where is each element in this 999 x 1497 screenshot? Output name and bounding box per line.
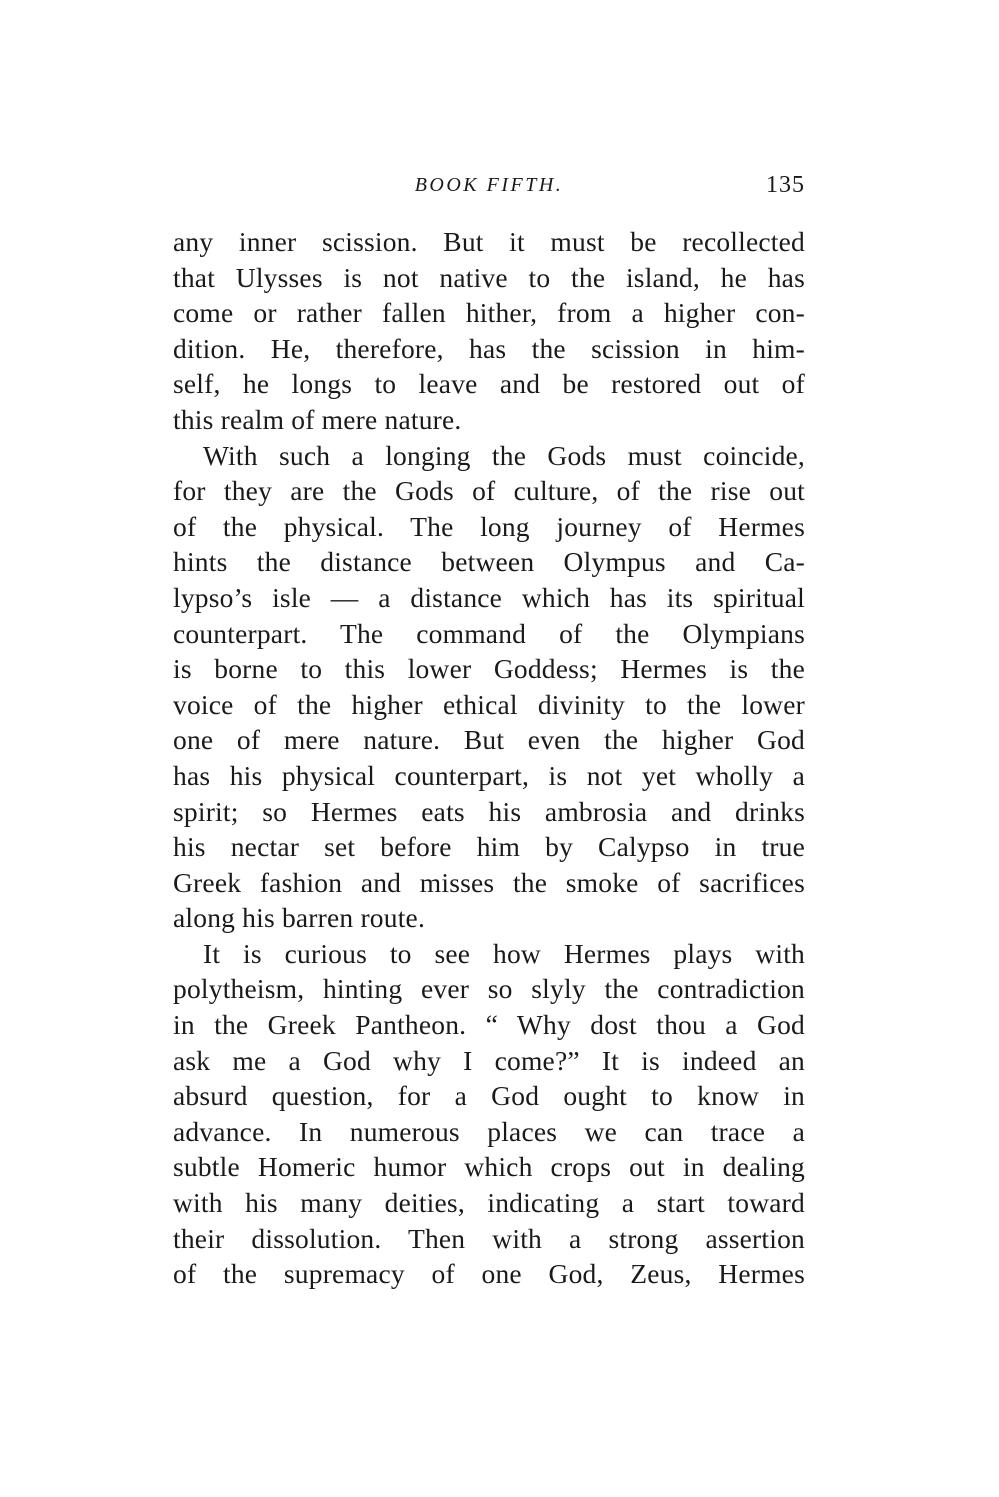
text-line: come or rather fallen hither, from a higher con-: [173, 297, 805, 329]
text-line: Greek fashion and misses the smoke of sacrifices: [173, 866, 805, 898]
page-number: 135: [766, 172, 805, 198]
text-line: one of mere nature. But even the higher God: [173, 724, 805, 756]
running-title: BOOK FIFTH.: [414, 174, 564, 196]
text-line: for they are the Gods of culture, of the rise out: [173, 475, 805, 507]
text-line: their dissolution. Then with a strong assertion: [173, 1222, 805, 1254]
text-line: It is curious to see how Hermes plays with: [203, 937, 805, 969]
text-line: absurd question, for a God ought to know in: [173, 1080, 805, 1112]
text-line: that Ulysses is not native to the island, he has: [173, 261, 805, 293]
text-line: ask me a God why I come?” It is indeed an: [173, 1044, 805, 1076]
paragraph: [173, 224, 805, 438]
text-line: in the Greek Pantheon. “ Why dost thou a God: [173, 1009, 805, 1041]
text-line: hints the distance between Olympus and Ca-: [173, 546, 805, 578]
text-line: lypso’s isle — a distance which has its spiritual: [173, 581, 805, 613]
body-text: [173, 224, 805, 1292]
text-line: his nectar set before him by Calypso in true: [173, 831, 805, 863]
text-line: with his many deities, indicating a start toward: [173, 1187, 805, 1219]
text-line: With such a longing the Gods must coincide,: [203, 439, 805, 471]
paragraph: [173, 438, 805, 936]
text-line: subtle Homeric humor which crops out in dealing: [173, 1151, 805, 1183]
running-head: [173, 172, 805, 206]
text-line: dition. He, therefore, has the scission in him-: [173, 332, 805, 364]
text-line: has his physical counterpart, is not yet wholly a: [173, 759, 805, 791]
text-line: counterpart. The command of the Olympians: [173, 617, 805, 649]
text-line: is borne to this lower Goddess; Hermes is the: [173, 653, 805, 685]
text-line: this realm of mere nature.: [173, 403, 462, 435]
text-line: spirit; so Hermes eats his ambrosia and drinks: [173, 795, 805, 827]
text-line: polytheism, hinting ever so slyly the contradiction: [173, 973, 805, 1005]
text-line: advance. In numerous places we can trace a: [173, 1115, 805, 1147]
text-line: of the physical. The long journey of Hermes: [173, 510, 805, 542]
text-line: voice of the higher ethical divinity to the lower: [173, 688, 805, 720]
text-line: self, he longs to leave and be restored out of: [173, 368, 805, 400]
paragraph: [173, 936, 805, 1292]
text-line: any inner scission. But it must be recollected: [173, 226, 805, 257]
text-line: along his barren route.: [173, 902, 426, 934]
text-line: of the supremacy of one God, Zeus, Hermes: [173, 1258, 805, 1290]
